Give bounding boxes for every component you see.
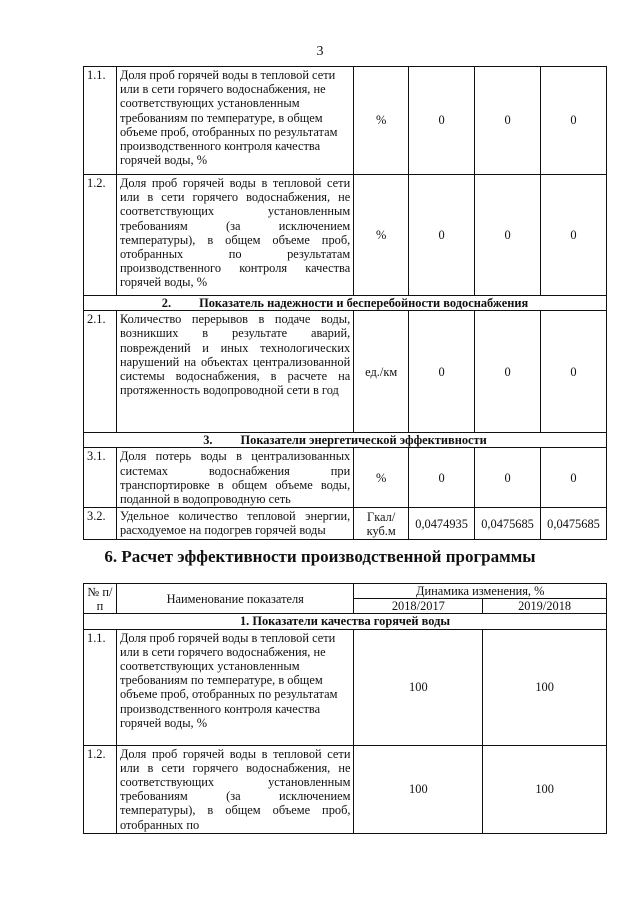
value-cell: 0,0475685 [541,508,607,540]
row-number: 2.1. [84,311,117,433]
table-row [84,448,607,508]
row-number: 3.2. [84,508,117,540]
value-cell: 100 [483,629,607,745]
value-cell: 0 [541,175,607,296]
unit-cell: % [354,67,409,175]
header-period: 2019/2018 [483,599,607,614]
indicator-name: Доля проб горячей воды в тепловой сети или в сети горячего водоснабжения, не соответствующих установленным требованиям (за исключением температуры), в общем объеме проб, отобранных по результатам производственного контроля качества горячей воды, % [116,175,353,296]
value-cell: 100 [354,629,483,745]
row-number: 1.2. [84,175,117,296]
header-row [84,584,607,599]
indicator-name: Доля проб горячей воды в тепловой сети или в сети горячего водоснабжения, не соответствующих установленным требованиям по температуре, в общем объеме проб, отобранных по результатам производственного контроля качества горячей воды, % [116,67,353,175]
value-cell: 0 [541,448,607,508]
header-number: № п/п [84,584,117,614]
value-cell: 0 [409,448,475,508]
indicator-name: Доля проб горячей воды в тепловой сети или в сети горячего водоснабжения, не соответствующих установленным требованиям (за исключением температуры), в общем объеме проб, отобранных по [116,745,354,833]
value-cell: 0 [475,448,541,508]
value-cell: 0 [475,175,541,296]
indicator-name: Количество перерывов в подаче воды, возникших в результате аварий, повреждений и иных технологических нарушений на объектах централизованной системы водоснабжения, в расчете на протяженность водопроводной сети в год [116,311,353,433]
indicator-name: Доля потерь воды в централизованных системах водоснабжения при транспортировке в общем объеме воды, поданной в водопроводную сеть [116,448,353,508]
section-row [84,433,607,448]
unit-cell: ед./км [354,311,409,433]
indicators-table [83,66,607,540]
table-row [84,745,607,833]
unit-cell: % [354,448,409,508]
value-cell: 100 [483,745,607,833]
section-label: Показатель надежности и бесперебойности водоснабжения [199,296,529,310]
table-row [84,629,607,745]
section-title [84,296,607,311]
section-number: 3. [203,433,213,448]
table-row [84,67,607,175]
value-cell: 0 [541,67,607,175]
unit-cell: Гкал/ куб.м [354,508,409,540]
value-cell: 0 [475,67,541,175]
section-row [84,614,607,629]
section-heading: 6. Расчет эффективности производственной программы [104,547,536,566]
row-number: 1.2. [84,745,117,833]
header-name: Наименование показателя [116,584,354,614]
row-number: 1.1. [84,629,117,745]
page-number: 3 [316,44,324,59]
indicator-name: Удельное количество тепловой энергии, расходуемое на подогрев горячей воды [116,508,353,540]
value-cell: 0 [409,67,475,175]
value-cell: 0 [409,175,475,296]
section-title [84,433,607,448]
header-period: 2018/2017 [354,599,483,614]
value-cell: 0 [541,311,607,433]
section-title: 1. Показатели качества горячей воды [84,614,607,629]
value-cell: 0,0474935 [409,508,475,540]
table-row [84,508,607,540]
row-number: 3.1. [84,448,117,508]
unit-cell: % [354,175,409,296]
indicator-name: Доля проб горячей воды в тепловой сети или в сети горячего водоснабжения, не соответствующих установленным требованиям по температуре, в общем объеме проб, отобранных по результатам производственного контроля качества горячей воды, % [116,629,354,745]
value-cell: 100 [354,745,483,833]
value-cell: 0 [475,311,541,433]
value-cell: 0,0475685 [475,508,541,540]
header-dynamics: Динамика изменения, % [354,584,607,599]
value-cell: 0 [409,311,475,433]
section-label: Показатели энергетической эффективности [240,433,487,448]
section-row [84,296,607,311]
efficiency-table [83,583,607,834]
table-row [84,175,607,296]
table-row [84,311,607,433]
section-number: 2. [161,296,172,310]
row-number: 1.1. [84,67,117,175]
